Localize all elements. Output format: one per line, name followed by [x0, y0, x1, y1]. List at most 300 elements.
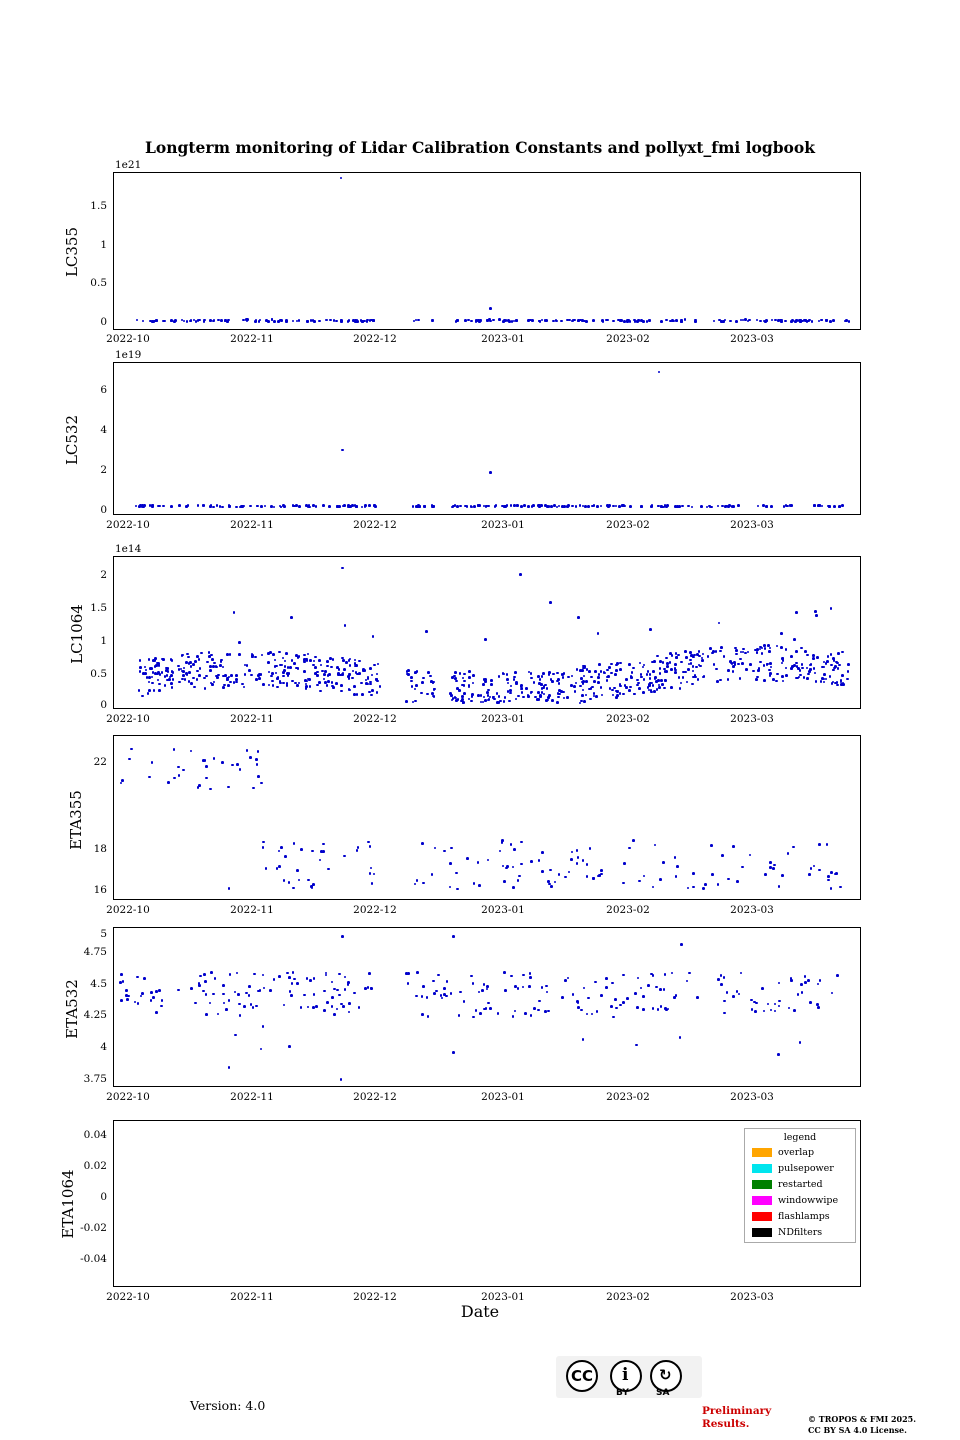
data-point	[545, 319, 548, 322]
data-point	[574, 690, 577, 693]
lc532-ylabel: LC532	[63, 414, 81, 466]
data-point	[190, 987, 193, 990]
data-point	[661, 683, 664, 686]
data-point	[674, 663, 677, 666]
data-point	[293, 662, 296, 665]
data-point	[463, 692, 466, 695]
data-point	[219, 505, 222, 508]
data-point	[312, 1006, 315, 1009]
data-point	[278, 865, 281, 868]
eta532-ytick-4: 4.75	[83, 946, 107, 958]
data-point	[222, 984, 225, 987]
data-point	[233, 681, 236, 684]
data-point	[139, 504, 142, 507]
data-point	[840, 679, 843, 682]
data-point	[750, 999, 753, 1002]
data-point	[766, 663, 769, 666]
data-point	[676, 505, 679, 508]
data-point	[309, 979, 312, 982]
data-point	[466, 857, 469, 860]
data-point	[523, 504, 526, 507]
data-point	[260, 505, 263, 508]
data-point	[794, 320, 797, 323]
legend-item-pulsepower[interactable]	[752, 1163, 834, 1174]
data-point	[482, 683, 485, 686]
data-point	[198, 984, 201, 987]
data-point	[652, 670, 655, 673]
data-point	[342, 1005, 345, 1008]
data-point	[463, 680, 466, 683]
data-point	[759, 661, 762, 664]
data-point	[595, 695, 598, 698]
data-point	[847, 663, 850, 666]
data-point	[650, 691, 653, 694]
lc532-ytick-3: 6	[100, 384, 107, 396]
data-point	[490, 683, 493, 686]
data-point	[178, 504, 181, 507]
data-point	[812, 654, 815, 657]
data-point	[296, 869, 299, 872]
data-point	[158, 683, 161, 686]
data-point	[188, 671, 191, 674]
panel-eta355	[113, 735, 861, 900]
data-point	[579, 669, 582, 672]
cc-icon: CC	[566, 1360, 598, 1392]
data-point	[800, 983, 803, 986]
lc355-ytick-0: 0	[100, 316, 107, 328]
data-point	[203, 319, 206, 322]
lc1064-xtick-4: 2023-02	[606, 713, 650, 725]
data-point	[348, 319, 351, 322]
data-point	[256, 763, 259, 766]
data-point	[324, 681, 327, 684]
data-point	[204, 980, 207, 983]
data-point	[519, 573, 522, 576]
data-point	[454, 671, 457, 674]
data-point	[326, 1001, 329, 1004]
data-point	[280, 846, 283, 849]
data-point	[527, 319, 530, 322]
data-point	[249, 505, 252, 508]
legend-swatch-flashlamps	[752, 1212, 772, 1221]
data-point	[504, 989, 507, 992]
data-point	[364, 504, 367, 507]
data-point	[490, 679, 493, 682]
data-point	[719, 679, 722, 682]
data-point	[764, 873, 767, 876]
data-point	[367, 986, 370, 989]
data-point	[659, 878, 662, 881]
data-point	[540, 684, 543, 687]
data-point	[606, 679, 609, 682]
data-point	[615, 690, 618, 693]
data-point	[606, 669, 609, 672]
data-point	[823, 673, 826, 676]
data-point	[494, 505, 497, 508]
data-point	[737, 504, 740, 507]
data-point	[285, 652, 288, 655]
data-point	[269, 989, 272, 992]
data-point	[323, 673, 326, 676]
data-point	[695, 666, 698, 669]
data-point	[538, 504, 541, 507]
data-point	[735, 649, 738, 652]
data-point	[558, 682, 561, 685]
data-point	[470, 975, 473, 978]
data-point	[328, 505, 331, 508]
data-point	[368, 972, 371, 975]
data-point	[303, 670, 306, 673]
data-point	[665, 670, 668, 673]
lc532-ytick-0: 0	[100, 504, 107, 516]
eta355-ytick-3: 22	[93, 756, 107, 768]
data-point	[514, 985, 517, 988]
preliminary-line1: Preliminary	[702, 1405, 772, 1417]
data-point	[694, 674, 697, 677]
data-point	[484, 678, 487, 681]
data-point	[655, 986, 658, 989]
preliminary-notice	[702, 1405, 771, 1431]
data-point	[313, 993, 316, 996]
data-point	[625, 686, 628, 689]
data-point	[546, 687, 549, 690]
cc-sa-label: SA	[656, 1388, 670, 1398]
data-point	[659, 988, 662, 991]
data-point	[479, 1012, 482, 1015]
data-point	[373, 504, 376, 507]
data-point	[790, 667, 793, 670]
data-point	[342, 505, 345, 508]
data-point	[198, 658, 201, 661]
data-point	[636, 1006, 639, 1009]
data-point	[815, 680, 818, 683]
legend-item-flashlamps[interactable]	[752, 1211, 830, 1222]
legend-item-windowwipe[interactable]	[752, 1195, 838, 1206]
data-point	[640, 505, 643, 508]
data-point	[478, 884, 481, 887]
data-point	[561, 996, 564, 999]
data-point	[586, 875, 589, 878]
data-point	[803, 676, 806, 679]
data-point	[622, 693, 625, 696]
data-point	[793, 1009, 796, 1012]
data-point	[193, 686, 196, 689]
data-point	[289, 666, 292, 669]
panel-lc355	[113, 172, 861, 330]
data-point	[477, 861, 480, 864]
data-point	[689, 659, 692, 662]
data-point	[538, 859, 541, 862]
data-point	[539, 678, 542, 681]
data-point	[726, 991, 729, 994]
data-point	[208, 655, 211, 658]
eta1064-ytick-2: 0	[100, 1191, 107, 1203]
data-point	[626, 997, 629, 1000]
data-point	[622, 504, 625, 507]
by-icon: i	[610, 1360, 642, 1392]
eta355-ylabel: ETA355	[67, 790, 85, 850]
data-point	[704, 883, 707, 886]
data-point	[630, 676, 633, 679]
data-point	[313, 320, 316, 323]
data-point	[799, 674, 802, 677]
data-point	[642, 995, 645, 998]
data-point	[572, 993, 575, 996]
data-point	[255, 678, 258, 681]
figure-title: Longterm monitoring of Lidar Calibration Constants and pollyxt_fmi logbook	[145, 138, 815, 157]
data-point	[841, 651, 844, 654]
data-point	[271, 672, 274, 675]
data-point	[459, 991, 462, 994]
eta1064-xtick-2: 2022-12	[353, 1291, 397, 1303]
data-point	[622, 974, 625, 977]
data-point	[556, 701, 559, 704]
data-point	[423, 505, 426, 508]
data-point	[239, 768, 242, 771]
data-point	[642, 691, 645, 694]
data-point	[238, 653, 241, 656]
data-point	[597, 676, 600, 679]
data-point	[488, 318, 491, 321]
lc532-xtick-5: 2023-03	[730, 519, 774, 531]
data-point	[847, 670, 850, 673]
data-point	[215, 666, 218, 669]
data-point	[821, 677, 824, 680]
lc355-ytick-2: 1	[100, 239, 107, 251]
data-point	[679, 687, 682, 690]
data-point	[443, 987, 446, 990]
data-point	[614, 673, 617, 676]
data-point	[586, 668, 589, 671]
data-point	[769, 861, 772, 864]
data-point	[248, 985, 251, 988]
lc532-xtick-2: 2022-12	[353, 519, 397, 531]
data-point	[513, 848, 516, 851]
data-point	[797, 993, 800, 996]
data-point	[496, 701, 499, 704]
data-point	[790, 655, 793, 658]
data-point	[581, 319, 584, 322]
data-point	[290, 994, 293, 997]
data-point	[196, 655, 199, 658]
data-point	[583, 700, 586, 703]
data-point	[696, 996, 699, 999]
data-point	[229, 653, 232, 656]
data-point	[498, 675, 501, 678]
data-point	[761, 987, 764, 990]
data-point	[515, 319, 518, 322]
data-point	[520, 688, 523, 691]
data-point	[778, 1000, 781, 1003]
data-point	[736, 990, 739, 993]
data-point	[217, 319, 220, 322]
data-point	[841, 674, 844, 677]
legend-item-restarted[interactable]	[752, 1179, 823, 1190]
data-point	[548, 673, 551, 676]
data-point	[238, 641, 241, 644]
data-point	[566, 696, 569, 699]
data-point	[353, 685, 356, 688]
data-point	[376, 691, 379, 694]
data-point	[804, 650, 807, 653]
data-point	[298, 505, 301, 508]
data-point	[780, 632, 783, 635]
data-point	[632, 839, 635, 842]
data-point	[623, 862, 626, 865]
data-point	[305, 504, 308, 507]
data-point	[580, 1009, 583, 1012]
preliminary-line2: Results.	[702, 1418, 750, 1430]
data-point	[228, 887, 231, 890]
data-point	[422, 882, 425, 885]
data-point	[647, 984, 650, 987]
data-point	[416, 971, 419, 974]
data-point	[322, 504, 325, 507]
eta532-ytick-3: 4.5	[90, 978, 107, 990]
data-point	[177, 989, 180, 992]
data-point	[315, 1005, 318, 1008]
data-point	[628, 689, 631, 692]
data-point	[235, 681, 238, 684]
data-point	[546, 505, 549, 508]
data-point	[744, 652, 747, 655]
data-point	[369, 683, 372, 686]
data-point	[458, 689, 461, 692]
data-point	[155, 1011, 158, 1014]
data-point	[257, 775, 260, 778]
data-point	[150, 667, 153, 670]
data-point	[697, 678, 700, 681]
data-point	[684, 650, 687, 653]
data-point	[262, 683, 265, 686]
data-point	[524, 1012, 527, 1015]
data-point	[288, 1045, 291, 1048]
data-point	[487, 694, 490, 697]
data-point	[410, 676, 413, 679]
data-point	[192, 663, 195, 666]
data-point	[506, 678, 509, 681]
data-point	[709, 647, 712, 650]
data-point	[248, 669, 251, 672]
legend-item-ndfilters[interactable]	[752, 1227, 822, 1238]
data-point	[796, 677, 799, 680]
eta1064-xtick-4: 2023-02	[606, 1291, 650, 1303]
data-point	[642, 320, 645, 323]
data-point	[235, 506, 238, 509]
data-point	[837, 652, 840, 655]
data-point	[634, 992, 637, 995]
lc1064-ytick-0: 0	[100, 699, 107, 711]
data-point	[256, 505, 259, 508]
data-point	[427, 671, 430, 674]
data-point	[237, 993, 240, 996]
data-point	[582, 1038, 585, 1041]
copyright-line2: CC BY SA 4.0 License.	[808, 1425, 907, 1435]
data-point	[841, 504, 844, 507]
data-point	[550, 505, 553, 508]
data-point	[189, 320, 192, 323]
data-point	[675, 875, 678, 878]
data-point	[157, 505, 160, 508]
data-point	[813, 504, 816, 507]
data-point	[456, 505, 459, 508]
data-point	[629, 320, 632, 323]
data-point	[323, 1009, 326, 1012]
eta355-xtick-2: 2022-12	[353, 904, 397, 916]
data-point	[638, 687, 641, 690]
data-point	[454, 677, 457, 680]
version-label: Version: 4.0	[190, 1398, 266, 1413]
data-point	[763, 679, 766, 682]
data-point	[473, 882, 476, 885]
data-point	[310, 319, 313, 322]
data-point	[729, 660, 732, 663]
legend-swatch-pulsepower	[752, 1164, 772, 1173]
eta1064-ylabel: ETA1064	[59, 1169, 77, 1239]
data-point	[711, 873, 714, 876]
data-point	[492, 696, 495, 699]
data-point	[529, 976, 532, 979]
data-point	[625, 678, 628, 681]
data-point	[170, 320, 173, 323]
data-point	[225, 1008, 228, 1011]
data-point	[663, 668, 666, 671]
data-point	[303, 660, 306, 663]
data-point	[653, 690, 656, 693]
data-point	[516, 504, 519, 507]
data-point	[143, 977, 146, 980]
data-point	[240, 505, 243, 508]
data-point	[684, 318, 687, 321]
data-point	[228, 1066, 231, 1069]
data-point	[692, 655, 695, 658]
data-point	[284, 665, 287, 668]
data-point	[723, 1000, 726, 1003]
lc532-ytick-1: 2	[100, 464, 107, 476]
data-point	[512, 886, 515, 889]
data-point	[533, 681, 536, 684]
data-point	[489, 1007, 492, 1010]
eta1064-ytick-3: 0.02	[83, 1160, 107, 1172]
data-point	[173, 777, 176, 780]
data-point	[836, 662, 839, 665]
data-point	[466, 505, 469, 508]
data-point	[600, 994, 603, 997]
data-point	[414, 671, 417, 674]
data-point	[327, 674, 330, 677]
data-point	[422, 985, 425, 988]
data-point	[161, 999, 164, 1002]
legend-item-overlap[interactable]	[752, 1147, 814, 1158]
data-point	[692, 872, 695, 875]
data-point	[284, 855, 287, 858]
data-point	[789, 504, 792, 507]
data-point	[258, 677, 261, 680]
data-point	[330, 666, 333, 669]
data-point	[832, 319, 835, 322]
data-point	[222, 686, 225, 689]
data-point	[369, 872, 372, 875]
data-point	[150, 991, 153, 994]
data-point	[120, 999, 123, 1002]
data-point	[288, 976, 291, 979]
data-point	[642, 1008, 645, 1011]
data-point	[361, 320, 364, 323]
data-point	[151, 682, 154, 685]
data-point	[267, 661, 270, 664]
data-point	[660, 505, 663, 508]
eta532-xtick-2: 2022-12	[353, 1091, 397, 1103]
